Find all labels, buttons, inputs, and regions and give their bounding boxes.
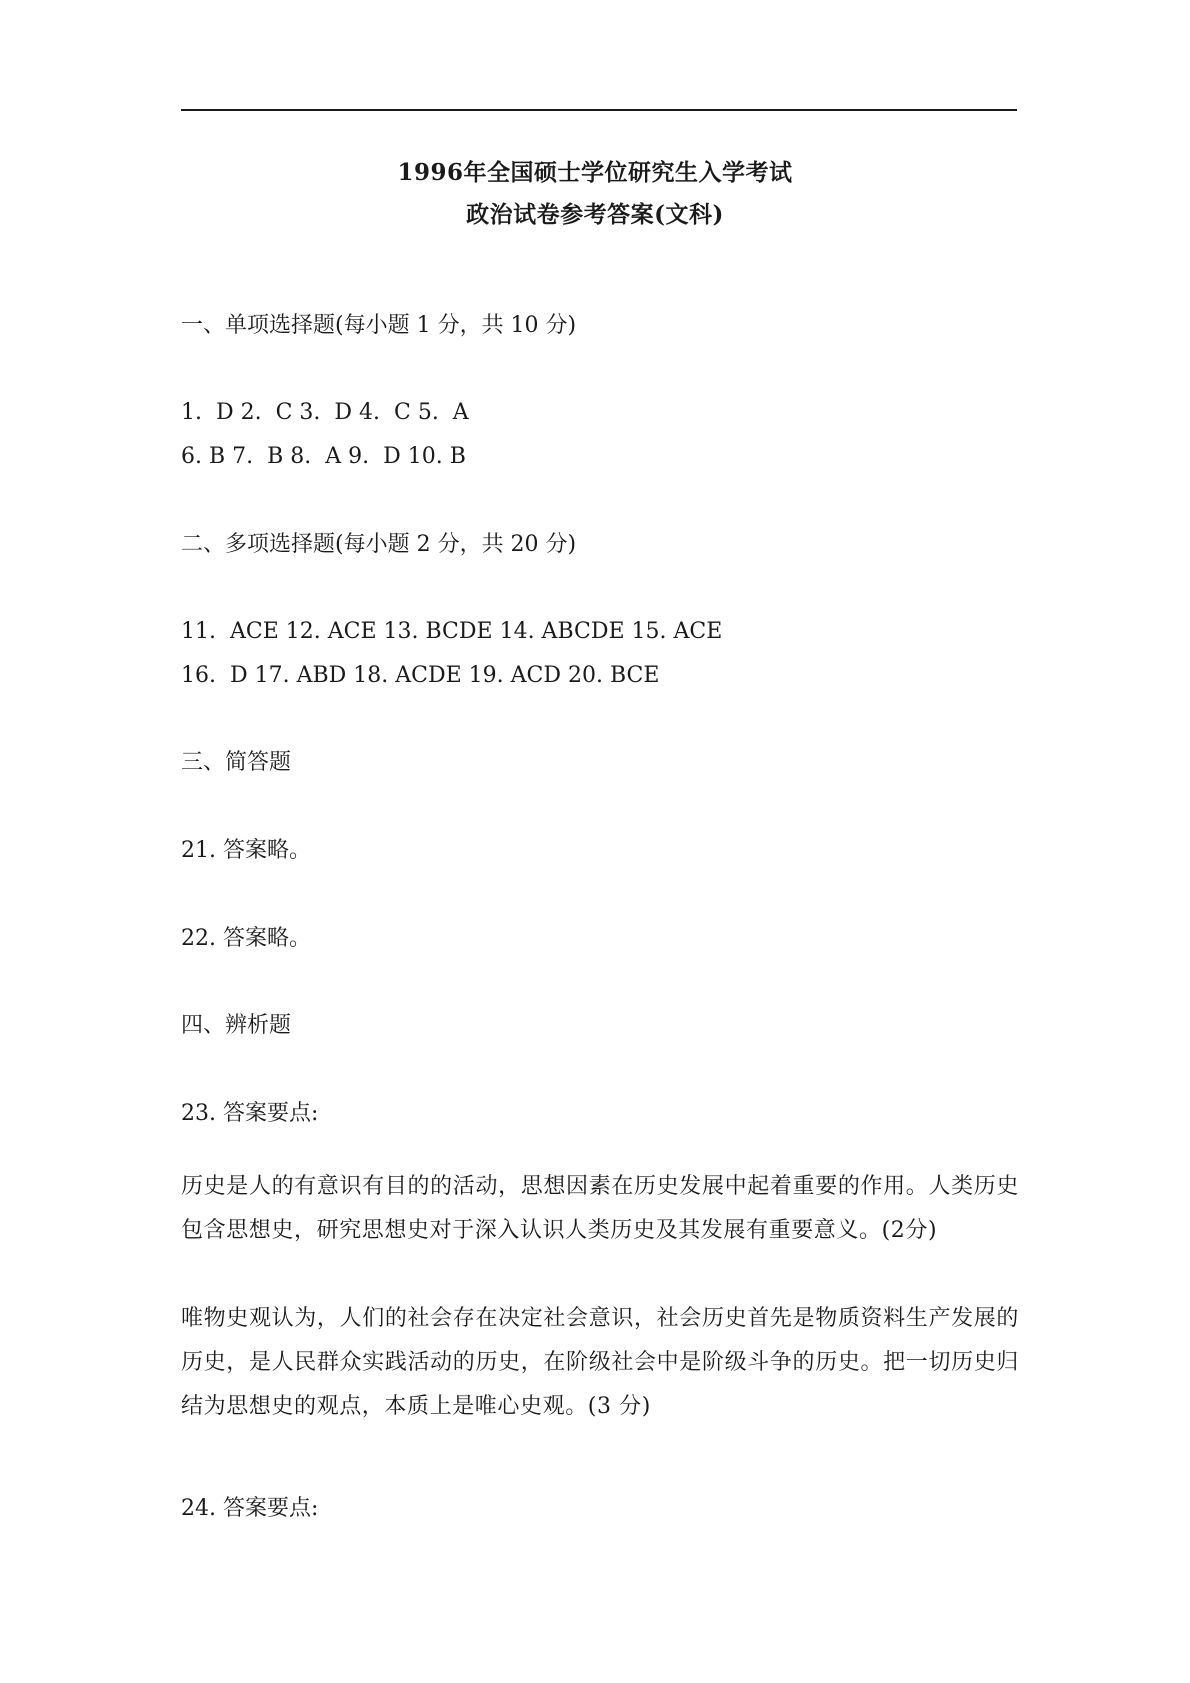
question-23-label: 23. 答案要点: [181, 1101, 319, 1126]
section-4-heading: 四、辨析题 [181, 1013, 292, 1038]
section-3-heading: 三、简答题 [181, 750, 292, 775]
question-21-answer: 21. 答案略。 [181, 838, 311, 863]
section-2-answers-row-1: 11. ACE 12. ACE 13. BCDE 14. ABCDE 15. ACE [181, 619, 723, 644]
section-2-answers-row-2: 16. D 17. ABD 18. ACDE 19. ACD 20. BCE [181, 663, 660, 688]
section-2-heading: 二、多项选择题(每小题 2 分，共 20 分) [181, 532, 577, 557]
question-23-paragraph-1: 历史是人的有意识有目的的活动，思想因素在历史发展中起着重要的作用。人类历史包含思想史，研究思想史对于深入认识人类历史及其发展有重要意义。(2分) [181, 1174, 1019, 1243]
question-23-paragraph-2: 唯物史观认为，人们的社会存在决定社会意识，社会历史首先是物质资料生产发展的历史，是人民群众实践活动的历史，在阶级社会中是阶级斗争的历史。把一切历史归结为思想史的观点，本质上是唯心史观。(3 分) [181, 1306, 1019, 1419]
section-1-heading: 一、单项选择题(每小题 1 分，共 10 分) [181, 313, 577, 338]
header-rule [181, 109, 1017, 111]
section-1-answers-row-1: 1. D 2. C 3. D 4. C 5. A [181, 400, 469, 425]
question-22-answer: 22. 答案略。 [181, 926, 311, 951]
document-subtitle: 政治试卷参考答案(文科) [466, 201, 724, 228]
document-title: 1996年全国硕士学位研究生入学考试 [397, 159, 793, 186]
question-24-label: 24. 答案要点: [181, 1496, 319, 1521]
section-1-answers-row-2: 6. B 7. B 8. A 9. D 10. B [181, 444, 466, 469]
